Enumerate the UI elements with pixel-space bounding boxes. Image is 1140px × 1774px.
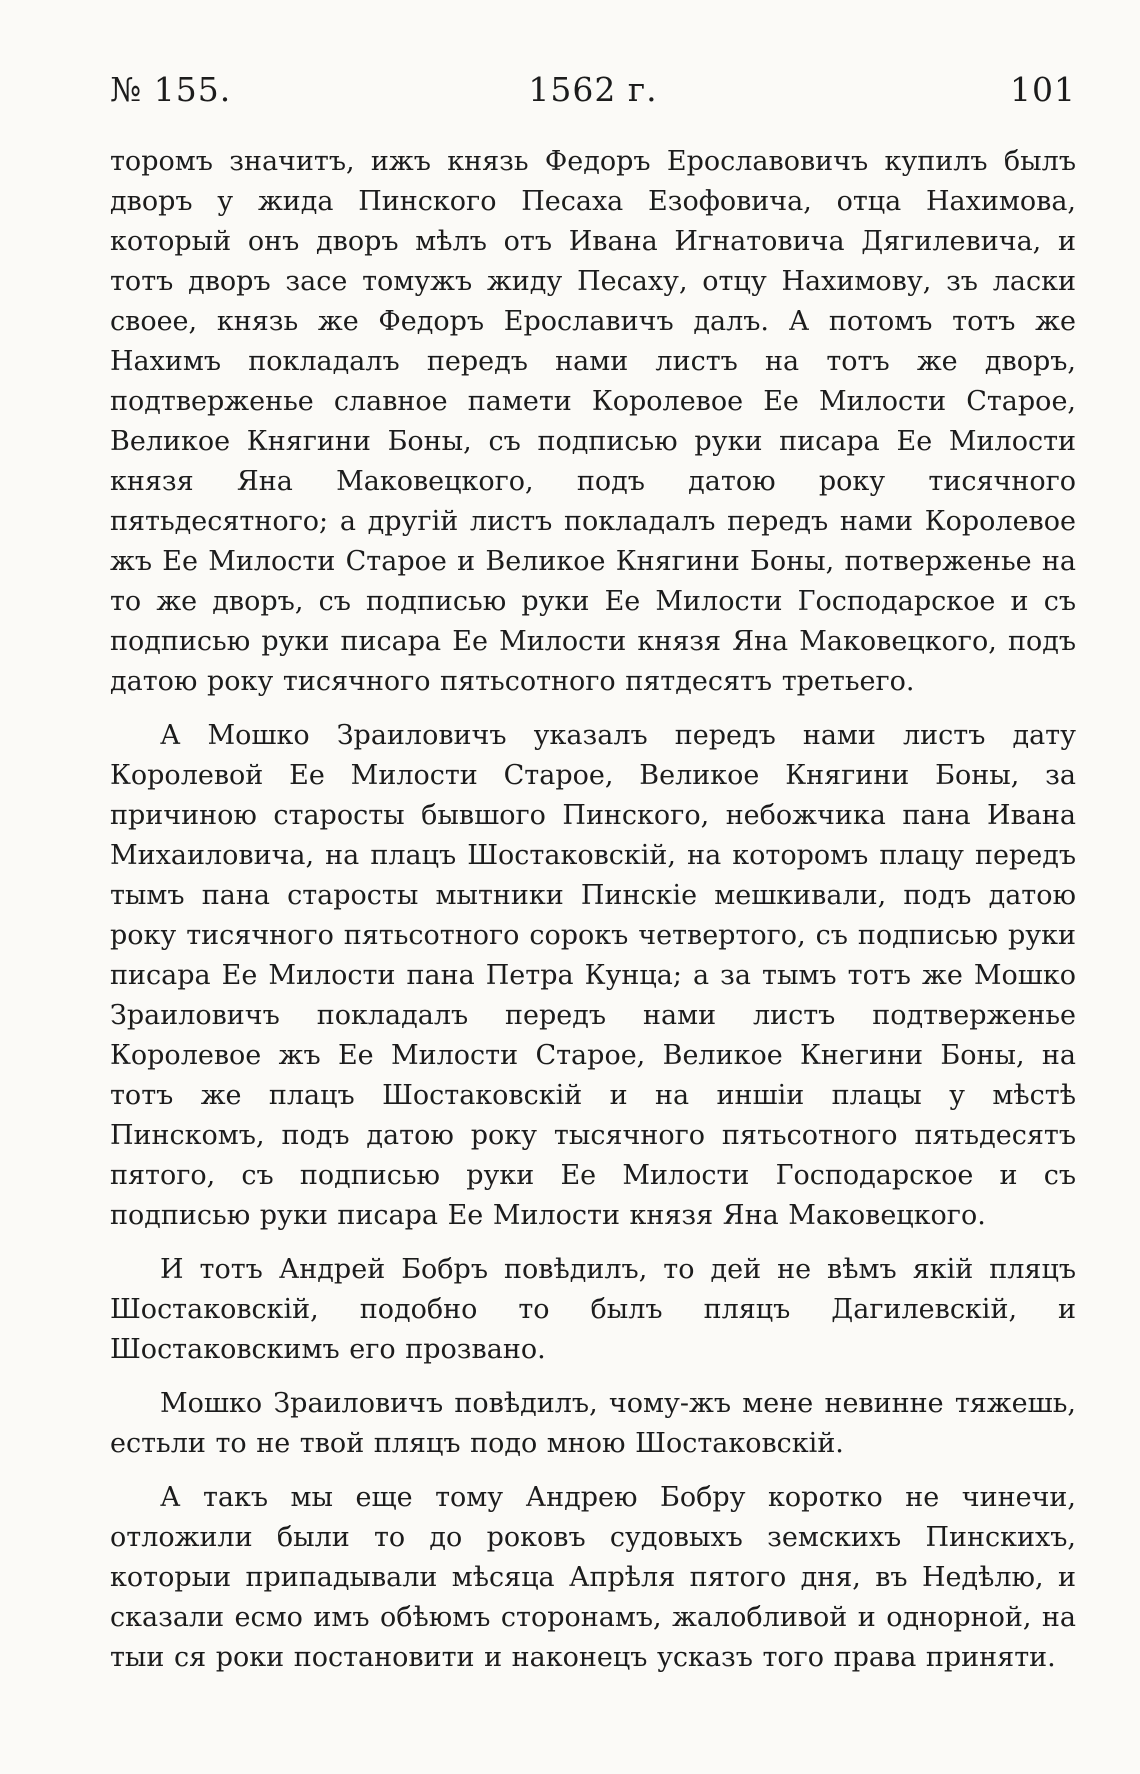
document-page [110,62,1076,1692]
document-number: № 155. [110,70,232,109]
document-body [110,142,1076,1678]
document-year: 1562 г. [528,70,658,109]
paragraph-continuation: торомъ значитъ, ижъ князь Федоръ Ерославовичъ купилъ былъ дворъ у жида Пинского Песаха Езофовича, отца Нахимова, который онъ дворъ мѣлъ отъ Ивана Игнатовича Дягилевича, и тотъ дворъ засе томужъ жиду Песаху, отцу Нахимову, зъ ласки своее, князь же Федоръ Ерославичъ далъ. А потомъ тотъ же Нахимъ покладалъ передъ нами листъ на тотъ же дворъ, подтверженье славное памети Королевое Ее Милости Старое, Великое Княгини Боны, съ подписью руки писара Ее Милости князя Яна Маковецкого, подъ датою року тисячного пятьдесятного; а другій листъ покладалъ передъ нами Королевое жъ Ее Милости Старое и Великое Княгини Боны, потверженье на то же дворъ, съ подписью руки Ее Милости Господарское и съ подписью руки писара Ее Милости князя Яна Маковецкого, подъ датою року тисячного пятьсотного пятдесятъ третьего. [110,146,1076,697]
paragraph-moshko-reply: Мошко Зраиловичъ повѣдилъ, чому-жъ мене невинне тяжешь, естьли то не твой пляцъ подо мною Шостаковскій. [110,1388,1076,1459]
running-header [110,62,1076,122]
paragraph-andrei-reply: И тотъ Андрей Бобръ повѣдилъ, то дей не вѣмъ якій пляцъ Шостаковскій, подобно то былъ пляцъ Дагилевскій, и Шостаковскимъ его прозвано. [110,1254,1076,1365]
page-number: 101 [1010,70,1076,109]
paragraph-moshko-statement: А Мошко Зраиловичъ указалъ передъ нами листъ дату Королевой Ее Милости Старое, Великое Княгини Боны, за причиною старосты бывшого Пинского, небожчика пана Ивана Михаиловича, на плацъ Шостаковскій, на которомъ плацу передъ тымъ пана старосты мытники Пинскіе мешкивали, подъ датою року тисячного пятьсотного сорокъ четвертого, съ подписью руки писара Ее Милости пана Петра Кунца; а за тымъ тотъ же Мошко Зраиловичъ покладалъ передъ нами листъ подтверженье Королевое жъ Ее Милости Старое, Великое Кнегини Боны, на тотъ же плацъ Шостаковскій и на иншіи плацы у мѣстѣ Пинскомъ, подъ датою року тысячного пятьсотного пятьдесятъ пятого, съ подписью руки Ее Милости Господарское и съ подписью руки писара Ее Милости князя Яна Маковецкого. [110,720,1076,1231]
paragraph-decision: А такъ мы еще тому Андрею Бобру коротко не чинечи, отложили были то до роковъ судовыхъ земскихъ Пинскихъ, которыи припадывали мѣсяца Апрѣля пятого дня, въ Недѣлю, и сказали есмо имъ обѣюмъ сторонамъ, жалобливой и однорной, на тыи ся роки постановити и наконецъ усказъ того права приняти. [110,1482,1076,1673]
